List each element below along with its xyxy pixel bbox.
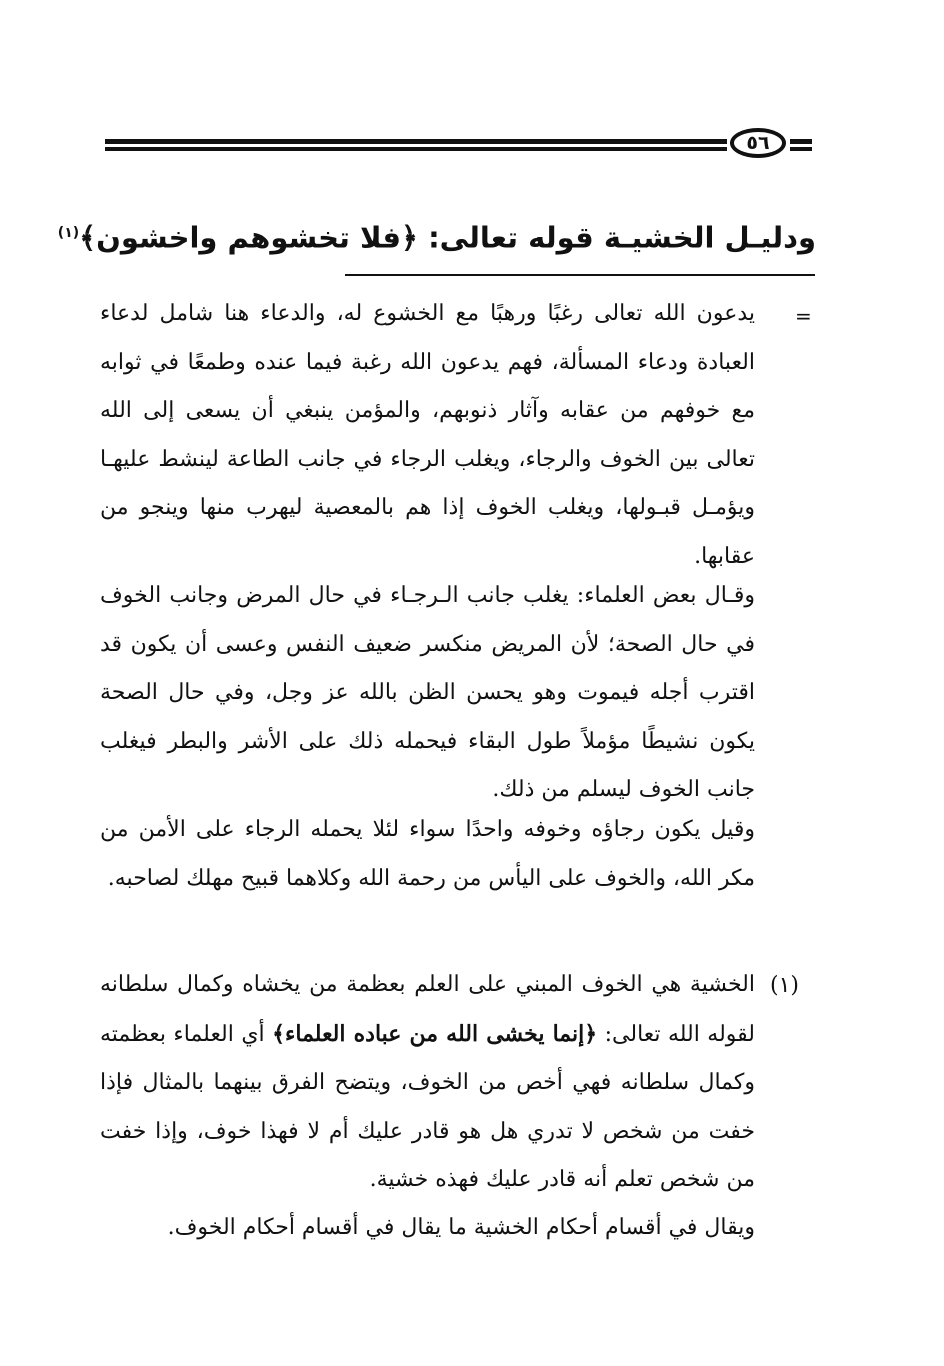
footnote-marker: (١) bbox=[770, 973, 800, 998]
page-number: ٥٦ bbox=[730, 128, 786, 158]
paragraph-1: يدعون الله تعالى رغبًا ورهبًا مع الخشوع له، والدعاء هنا شامل لدعاء العبادة ودعاء المسألة، فهم يدعون الله رغبة فيما عنده وطمعًا في ثوابه مع خوفهم من عقابه وآثار ذنوبهم، والمؤمن ينبغي أن يسعى إلى الله تعالى بين الخوف والرجاء، ويغلب الرجاء في جانب الطاعة لينشط عليهـا ويؤمـل قبـولها، ويغلب الخوف إذا هم بالمعصية ليهرب منها وينجو من عقابها. bbox=[100, 301, 755, 569]
footnote-closing-paragraph: ويقال في أقسام أحكام الخشية ما يقال في أقسام أحكام الخوف. bbox=[167, 1215, 755, 1240]
paragraph-3: وقيل يكون رجاؤه وخوفه واحدًا سواء لئلا يحمله الرجاء على الأمن من مكر الله، والخوف على اليأس من رحمة الله وكلاهما قبيح مهلك لصاحبه. bbox=[100, 817, 755, 891]
footnote-text-a: الخشية هي الخوف المبني على العلم بعظمة من يخشاه وكمال سلطانه لقوله الله تعالى: bbox=[100, 972, 756, 1047]
heading-footnote-ref: (١) bbox=[57, 225, 80, 241]
header-rule-right-bottom bbox=[790, 147, 812, 151]
quran-quote: ﴿إنما يخشى الله من عباده العلماء﴾ bbox=[272, 1020, 598, 1047]
paragraph-2: وقـال بعض العلماء: يغلب جانب الـرجـاء في حال المرض وجانب الخوف في حال الصحة؛ لأن المريض منكسر ضعيف النفس وعسى أن يكون قد اقترب أجله فيموت وهو يحسن الظن بالله عز وجل، وفي حال الصحة يكون نشيطًا مؤملاً طول البقاء فيحمله ذلك على الأشر والبطر فيغلب جانب الخوف ليسلم من ذلك. bbox=[100, 583, 755, 802]
heading-text: ودليـل الخشيـة قوله تعالى: ﴿فلا تخشوهم واخشون﴾ bbox=[79, 220, 816, 255]
header-rule-top bbox=[105, 139, 727, 144]
section-heading bbox=[57, 208, 816, 263]
continuation-mark: = bbox=[795, 304, 812, 328]
footnote-text-b: أي العلماء بعظمته وكمال سلطانه فهي أخص من الخوف، ويتضح الفرق بينهما بالمثال فإذا خفت من شخص لا تدري هل هو قادر عليك أم لا فهذا خوف، وإذا خفت من شخص تعلم أنه قادر عليك فهذه خشية. bbox=[100, 1021, 755, 1192]
heading-underline bbox=[345, 274, 815, 276]
header-rule-bottom bbox=[105, 147, 727, 151]
footnote-paragraph bbox=[100, 961, 755, 1205]
header-rule-right-top bbox=[790, 139, 812, 144]
